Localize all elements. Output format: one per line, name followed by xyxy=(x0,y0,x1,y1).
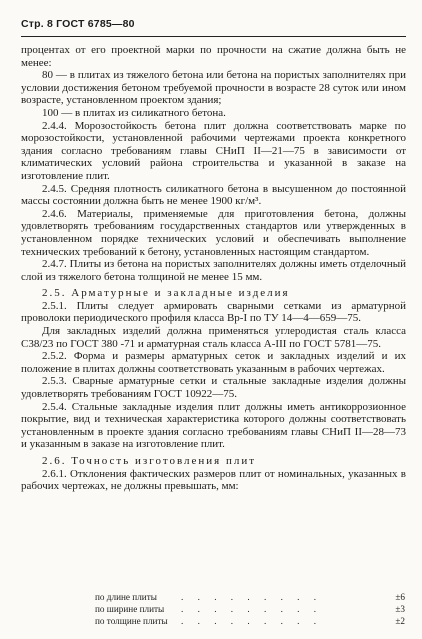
section-heading-2-6: 2.6. Точность изготовления плит xyxy=(42,455,257,467)
clause-2-5-4: 2.5.4. Стальные закладные изделия плит должны иметь антикоррозионное покрытие, вид и техническая характеристика которого должны соответствовать установленным в проекте здания согласно требованиям главы СНиП II—28—73 и указанным в заказе на изготовление плит. xyxy=(21,400,406,451)
clause-2-4-7: 2.4.7. Плиты из бетона на пористых заполнителях должны иметь отделочный слой из тяжелого бетона толщиной не менее 15 мм. xyxy=(21,258,406,283)
clause-2-4-5: 2.4.5. Средняя плотность силикатного бетона в высушенном до постоянной массы состоянии должна быть не менее 1900 кг/м³. xyxy=(21,182,406,208)
tolerance-label: по ширине плиты xyxy=(95,604,165,614)
leader-dots: . . . . . . . . . xyxy=(181,604,323,614)
tolerance-row-length xyxy=(95,591,405,603)
paragraph-embedded-steel: Для закладных изделий должна применяться углеродистая сталь класса С38/23 по ГОСТ 380 -71 и арматурная сталь класса А-III по ГОСТ 5781—75. xyxy=(21,325,406,350)
tolerance-value: ±6 xyxy=(395,592,405,602)
clause-2-4-6: 2.4.6. Материалы, применяемые для приготовления бетона, должны удовлетворять требованиям государственных стандартов или утвержденных в установленном порядке технических условий и обеспечивать выполнение технических требований к бетону, установленных настоящим стандартом. xyxy=(21,207,406,258)
clause-2-6-1: 2.6.1. Отклонения фактических размеров плит от номинальных, указанных в рабочих чертежах, не должны превышать, мм: xyxy=(21,467,406,493)
clause-2-5-3: 2.5.3. Сварные арматурные сетки и стальные закладные изделия должны удовлетворять требованиям ГОСТ 10922—75. xyxy=(21,375,406,401)
clause-2-5-2: 2.5.2. Форма и размеры арматурных сеток и закладных изделий и их положение в плитах должны соответствовать указанным в рабочих чертежах. xyxy=(21,350,406,375)
leader-dots: . . . . . . . . . xyxy=(181,616,323,626)
clause-2-5-1: 2.5.1. Плиты следует армировать сварными сетками из арматурной проволоки периодического профиля класса Вр-I по ТУ 14—4—659—75. xyxy=(21,299,406,325)
tolerance-row-width xyxy=(95,603,405,615)
section-heading-2-5: 2.5. Арматурные и закладные изделия xyxy=(42,287,290,300)
document-body xyxy=(21,44,406,493)
tolerance-value: ±3 xyxy=(395,604,405,614)
tolerance-row-thickness xyxy=(95,615,405,627)
paragraph-80: 80 — в плитах из тяжелого бетона или бетона на пористых заполнителях при условии достижения бетоном требуемой прочности в возрасте 28 суток или ином возрасте, установленном проектом здания; xyxy=(21,69,406,107)
tolerance-list xyxy=(95,591,405,627)
page-header: Стр. 8 ГОСТ 6785—80 xyxy=(21,18,135,30)
header-rule xyxy=(21,36,406,37)
tolerance-label: по длине плиты xyxy=(95,592,157,602)
paragraph-100: 100 — в плитах из силикатного бетона. xyxy=(42,106,226,119)
tolerance-value: ±2 xyxy=(395,616,405,626)
clause-2-4-4: 2.4.4. Морозостойкость бетона плит должна соответствовать марке по морозостойкости, установленной рабочими чертежами проекта конкретного здания согласно требованиям главы СНиП II—21—75 в зависимости от климатических условий района строительства и указанной в заказе на изготовление плит. xyxy=(21,119,406,182)
tolerance-label: по толщине плиты xyxy=(95,616,168,626)
paragraph-continuation: процентах от его проектной марки по прочности на сжатие должна быть не менее: xyxy=(21,44,406,69)
leader-dots: . . . . . . . . . xyxy=(181,592,323,602)
